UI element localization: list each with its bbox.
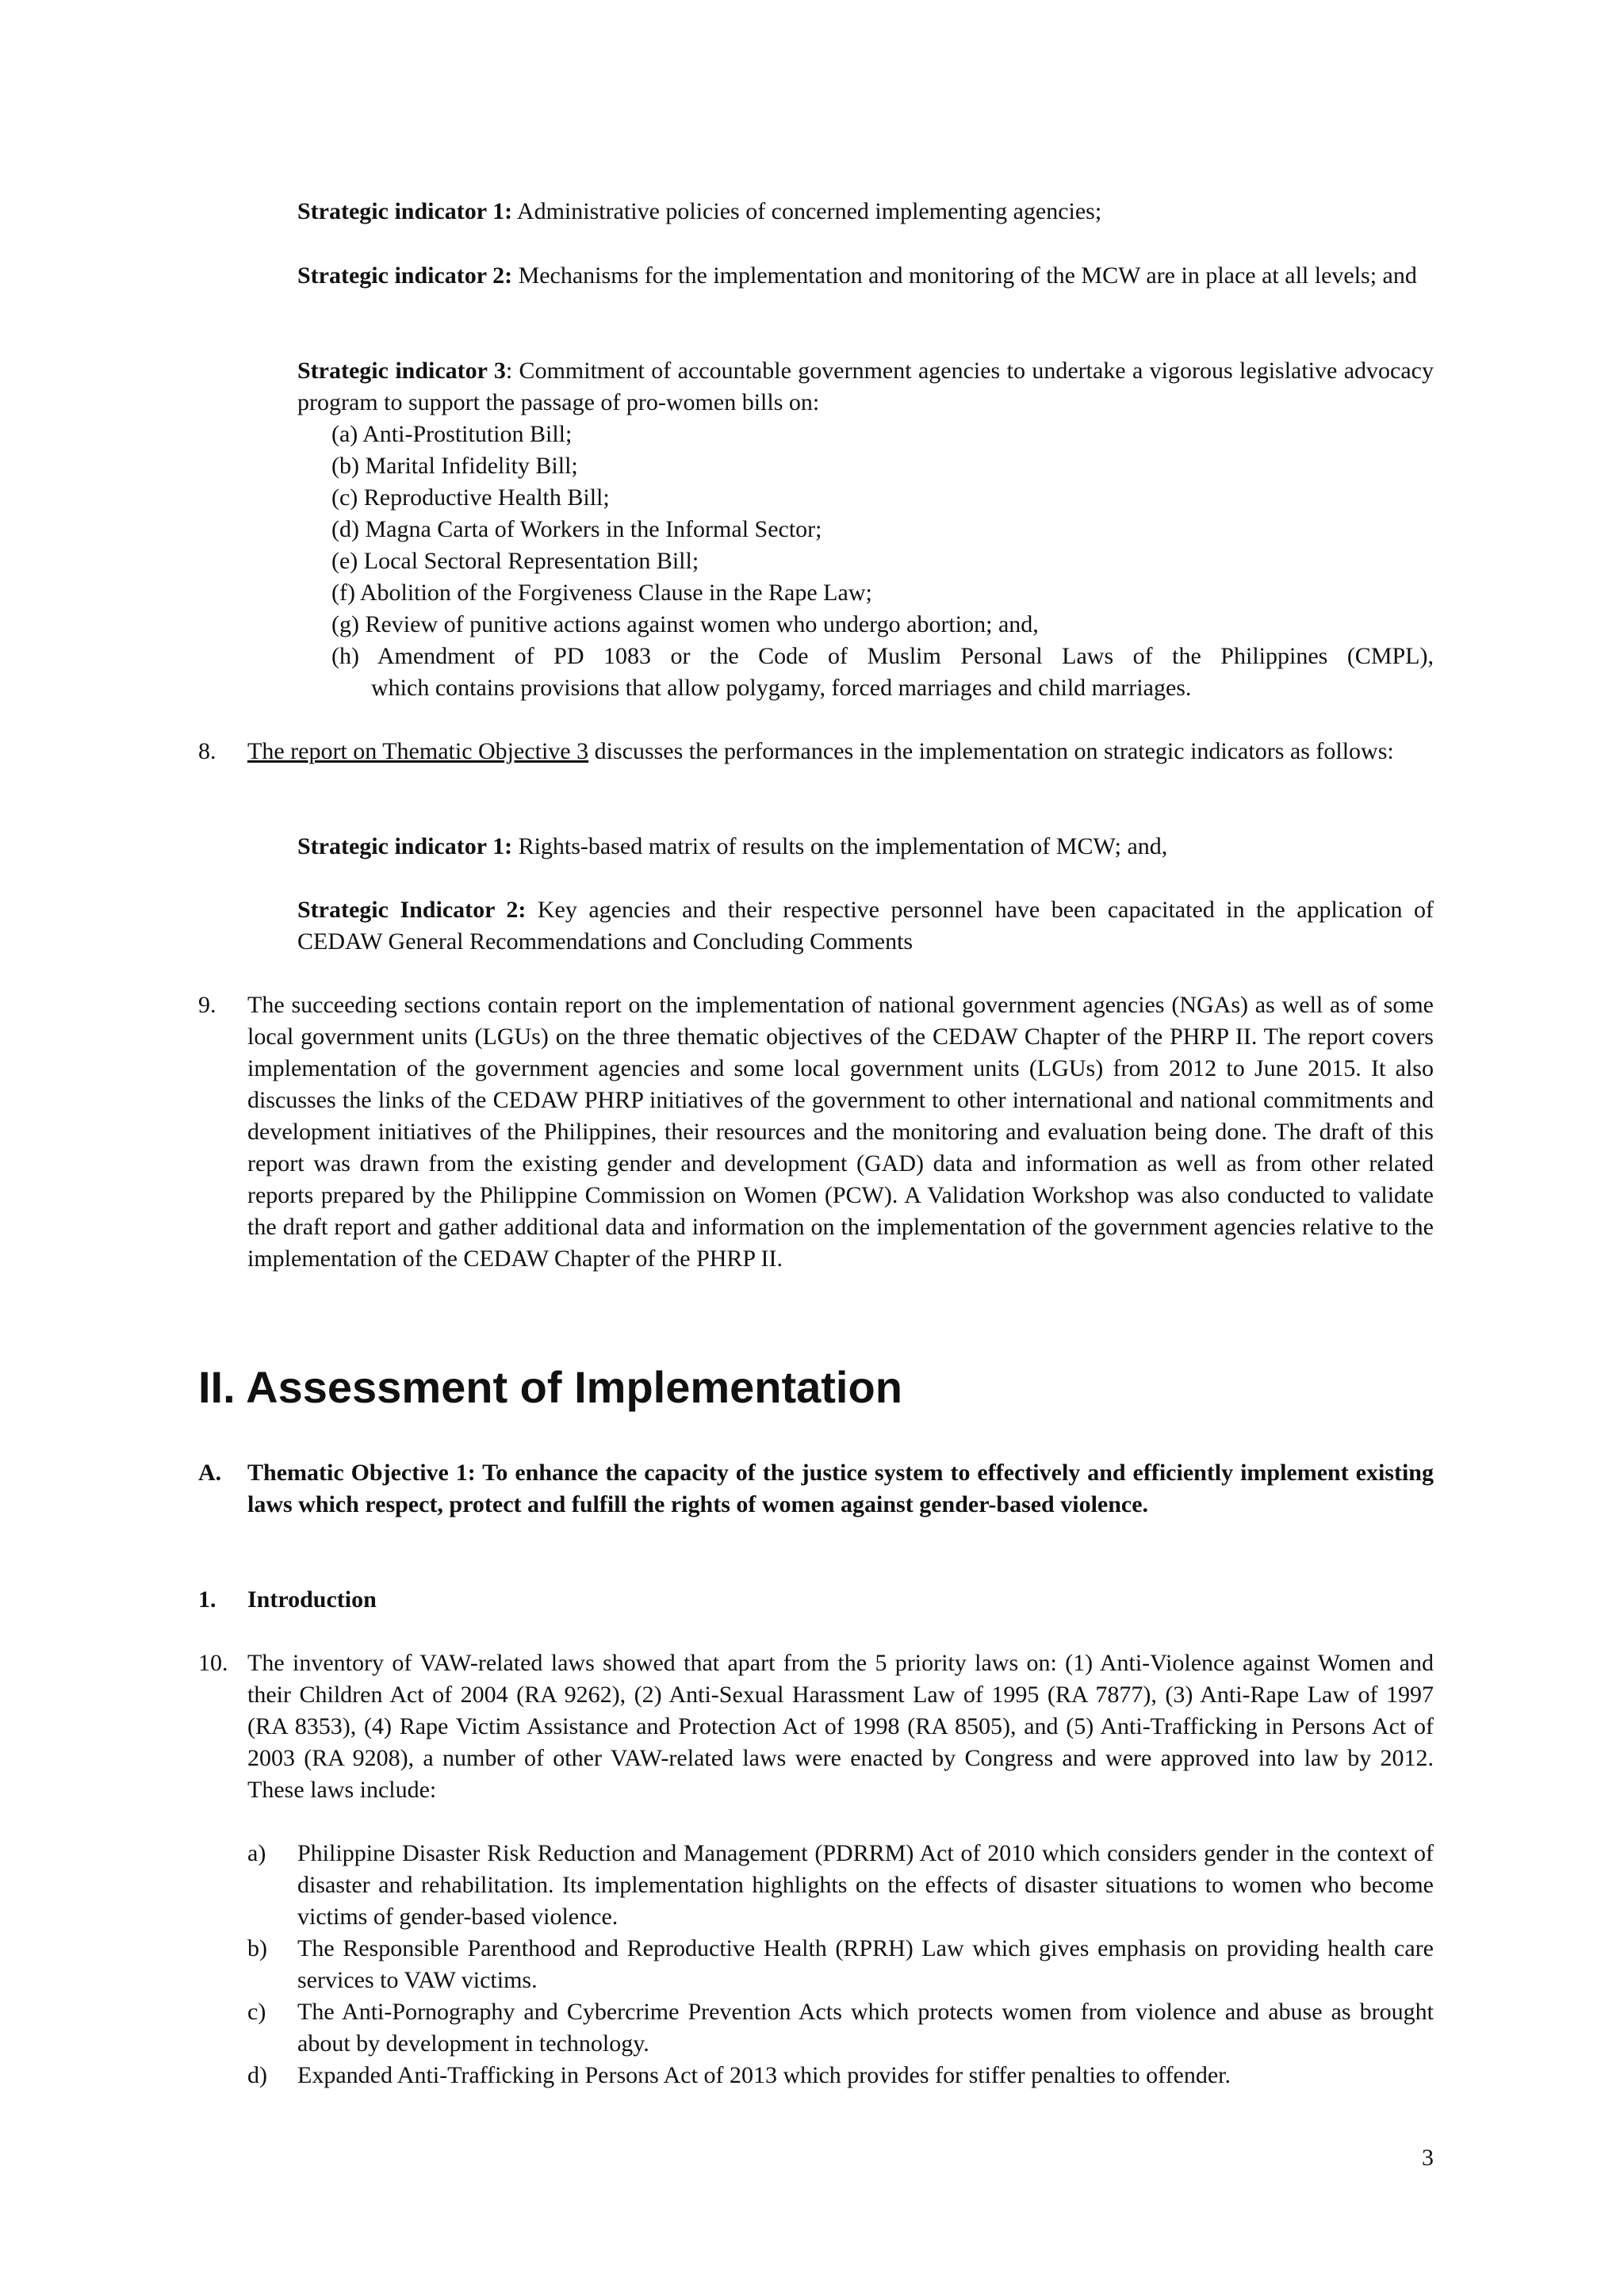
strategic-indicator-mid-1: [297, 831, 1434, 863]
list-item: (g) Review of punitive actions against women who undergo abortion; and,: [331, 611, 1039, 637]
introduction-heading: Introduction: [247, 1586, 377, 1613]
paragraph-text: discusses the performances in the implementation on strategic indicators as follows:: [588, 738, 1394, 764]
strategic-indicator-2: [297, 260, 1434, 292]
indicator-text: Key agencies and their respective personnel have been capacitated in the application of CEDAW General Recommendations and Concluding Comments: [297, 897, 1434, 955]
indicator-label: Strategic indicator 1:: [297, 198, 513, 224]
subsection-letter: A.: [198, 1460, 222, 1486]
indicator-text: Rights-based matrix of results on the implementation of MCW; and,: [512, 833, 1168, 859]
list-item: (e) Local Sectoral Representation Bill;: [331, 548, 699, 574]
paragraph-number: 10.: [198, 1650, 228, 1676]
strategic-indicator-3: [297, 355, 1434, 419]
indicator-label: Strategic indicator 3: [297, 358, 506, 384]
list-item: The Anti-Pornography and Cybercrime Prevention Acts which protects women from violence and abuse as brought about by development in technology.: [297, 1999, 1434, 2057]
indicator-label: Strategic indicator 1:: [297, 833, 513, 859]
list-item: The Responsible Parenthood and Reproductive Health (RPRH) Law which gives emphasis on providing health care services to VAW victims.: [297, 1935, 1434, 1993]
indicator-text: Administrative policies of concerned implementing agencies;: [512, 198, 1102, 224]
list-letter: b): [247, 1935, 267, 1961]
list-letter: d): [247, 2062, 267, 2088]
list-item-continuation: which contains provisions that allow polygamy, forced marriages and child marriages.: [371, 675, 1192, 701]
paragraph-10: The inventory of VAW-related laws showed that apart from the 5 priority laws on: (1) Anti-Violence against Women and their Children Act of 2004 (RA 9262), (2) Anti-Sexual Harassment Law of 1995 (RA 7877), (3) Anti-Rape Law of 1997 (RA 8353), (4) Rape Victim Assistance and Protection Act of 1998 (RA 8505), and (5) Anti-Trafficking in Persons Act of 2003 (RA 9208), a number of other VAW-related laws were enacted by Congress and were approved into law by 2012. These laws include:: [247, 1650, 1434, 1803]
list-letter: c): [247, 1999, 266, 2025]
paragraph-9: The succeeding sections contain report on the implementation of national government agencies (NGAs) as well as of some local government units (LGUs) on the three thematic objectives of the CEDAW Chapter of the PHRP II. The report covers implementation of the government agencies and some local government units (LGUs) from 2012 to June 2015. It also discusses the links of the CEDAW PHRP initiatives of the government to other international and national commitments and development initiatives of the Philippines, their resources and the monitoring and evaluation being done. The draft of this report was drawn from the existing gender and development (GAD) data and information as well as from other related reports prepared by the Philippine Commission on Women (PCW). A Validation Workshop was also conducted to validate the draft report and gather additional data and information on the implementation of the government agencies relative to the implementation of the CEDAW Chapter of the PHRP II.: [247, 992, 1434, 1272]
list-letter: a): [247, 1840, 266, 1866]
list-item: (f) Abolition of the Forgiveness Clause in the Rape Law;: [331, 580, 872, 606]
indicator-text: Mechanisms for the implementation and monitoring of the MCW are in place at all levels; and: [512, 262, 1417, 289]
list-item: (d) Magna Carta of Workers in the Informal Sector;: [331, 516, 822, 542]
thematic-objective-3-link[interactable]: The report on Thematic Objective 3: [247, 738, 589, 764]
subsection-number: 1.: [198, 1586, 216, 1613]
list-item: Philippine Disaster Risk Reduction and Management (PDRRM) Act of 2010 which considers gender in the context of disaster and rehabilitation. Its implementation highlights on the effects of disaster situations to women who become victims of gender-based violence.: [297, 1840, 1434, 1930]
paragraph-8: [247, 736, 1434, 767]
list-item: (h) Amendment of PD 1083 or the Code of Muslim Personal Laws of the Philippines (CMPL),: [331, 643, 1434, 669]
indicator-text: : Commitment of accountable government agencies to undertake a vigorous legislative advocacy program to support the passage of pro-women bills on:: [297, 358, 1434, 415]
indicator-label: Strategic Indicator 2:: [297, 897, 527, 923]
page-number: 3: [1422, 2145, 1434, 2171]
list-item: (b) Marital Infidelity Bill;: [331, 453, 578, 479]
indicator-label: Strategic indicator 2:: [297, 262, 513, 289]
strategic-indicator-1: [297, 196, 1434, 228]
list-item: (a) Anti-Prostitution Bill;: [331, 421, 573, 447]
strategic-indicator-mid-2: [297, 894, 1434, 958]
thematic-objective-1: Thematic Objective 1: To enhance the capacity of the justice system to effectively and efficiently implement existing laws which respect, protect and fulfill the rights of women against gender-based violence.: [247, 1460, 1434, 1517]
list-item: (c) Reproductive Health Bill;: [331, 484, 610, 511]
list-item: Expanded Anti-Trafficking in Persons Act of 2013 which provides for stiffer penalties to offender.: [297, 2062, 1231, 2088]
paragraph-number: 9.: [198, 992, 216, 1018]
paragraph-number: 8.: [198, 738, 216, 764]
section-heading: II. Assessment of Implementation: [198, 1362, 902, 1412]
